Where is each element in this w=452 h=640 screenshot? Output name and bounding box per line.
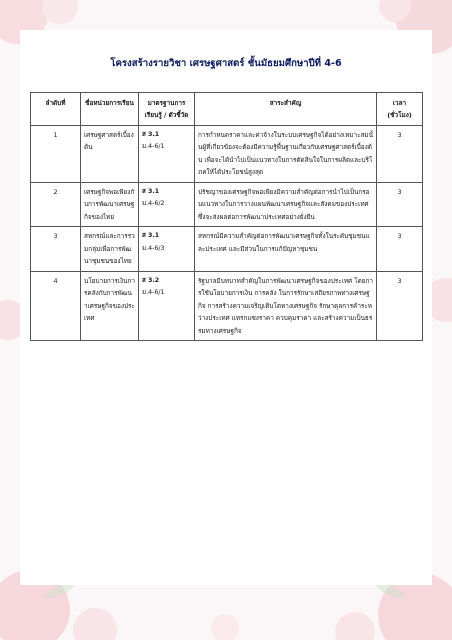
document-page — [20, 30, 432, 585]
flower-blob-icon — [335, 612, 375, 640]
row-hours: 3 — [377, 182, 423, 226]
row-hours: 3 — [377, 125, 423, 182]
indicator-code: ม.4-6/1 — [142, 289, 165, 297]
header-essence: สาระสำคัญ — [195, 93, 377, 126]
page-title: โครงสร้างรายวิชา เศรษฐศาสตร์ ชั้นมัธยมศึกษาปีที่ 4-6 — [110, 58, 342, 69]
standard-code: ส 3.1 — [142, 232, 160, 240]
header-standard: มาตรฐานการเรียนรู้ / ตัวชี้วัด — [139, 93, 195, 126]
standard-code: ส 3.2 — [142, 276, 160, 284]
flower-blob-icon — [73, 608, 117, 640]
row-unit: เศรษฐกิจพอเพียงกับการพัฒนาเศรษฐกิจของไทย — [81, 182, 139, 226]
row-essence: รัฐบาลมีบทบาทสำคัญในการพัฒนาเศรษฐกิจของประเทศ โดยการใช้นโยบายการเงิน การคลัง ในการรักษาเสถียรภาพทางเศรษฐกิจ การสร้างความเจริญเติบโตทางเศรษฐกิจ รักษาดุลการค้าระหว่างประเทศ แทรกแซงราคา ควบคุมราคา และสร้างความเป็นธรรมทางเศรษฐกิจ — [195, 271, 377, 340]
row-essence: การกำหนดราคาและค่าจ้างในระบบเศรษฐกิจได้อย่างเหมาะสมนั้นผู้ที่เกี่ยวข้องจะต้องมีความรู้พื้นฐานเกี่ยวกับเศรษฐศาสตร์เบื้องต้น เพื่อจะได้นำไปเป็นแนวทางในการตัดสินใจในการผลิตและบริโภคให้ได้ประโยชน์สูงสุด — [195, 125, 377, 182]
table-row — [31, 125, 423, 182]
row-unit: เศรษฐศาสตร์เบื้องต้น — [81, 125, 139, 182]
row-hours: 3 — [377, 271, 423, 340]
table-header-row — [31, 93, 423, 126]
flower-blob-icon — [42, 0, 78, 24]
row-essence: ปรัชญาของเศรษฐกิจพอเพียงมีความสำคัญต่อการนำไปเป็นกรอบแนวทางในการวางแผนพัฒนาเศรษฐกิจและสังคมของประเทศ ซึ่งจะส่งผลต่อการพัฒนาประเทศอย่างยั่งยืน — [195, 182, 377, 226]
row-no: 3 — [31, 227, 81, 271]
table-row — [31, 227, 423, 271]
row-no: 2 — [31, 182, 81, 226]
indicator-code: ม.4-6/2 — [142, 200, 165, 208]
row-unit: สหกรณ์และการรวมกลุ่มเพื่อการพัฒนาชุมชนของไทย — [81, 227, 139, 271]
table-row — [31, 271, 423, 340]
indicator-code: ม.4-6/3 — [142, 244, 165, 252]
indicator-code: ม.4-6/1 — [142, 143, 165, 151]
course-structure-table — [30, 92, 423, 341]
table-row — [31, 182, 423, 226]
row-hours: 3 — [377, 227, 423, 271]
standard-code: ส 3.1 — [142, 130, 160, 138]
standard-code: ส 3.1 — [142, 187, 160, 195]
row-standard — [139, 182, 195, 226]
header-unit: ชื่อหน่วยการเรียน — [81, 93, 139, 126]
flower-blob-icon — [211, 614, 239, 640]
row-no: 1 — [31, 125, 81, 182]
row-standard — [139, 271, 195, 340]
row-no: 4 — [31, 271, 81, 340]
row-standard — [139, 227, 195, 271]
row-essence: สหกรณ์มีความสำคัญต่อการพัฒนาเศรษฐกิจทั้งในระดับชุมชนและประเทศ และมีส่วนในการแก้ปัญหาชุมชน — [195, 227, 377, 271]
header-no: ลำดับที่ — [31, 93, 81, 126]
row-standard — [139, 125, 195, 182]
header-time: เวลา (ชั่วโมง) — [377, 93, 423, 126]
row-unit: นโยบายการเงินการคลังกับการพัฒนาเศรษฐกิจของประเทศ — [81, 271, 139, 340]
